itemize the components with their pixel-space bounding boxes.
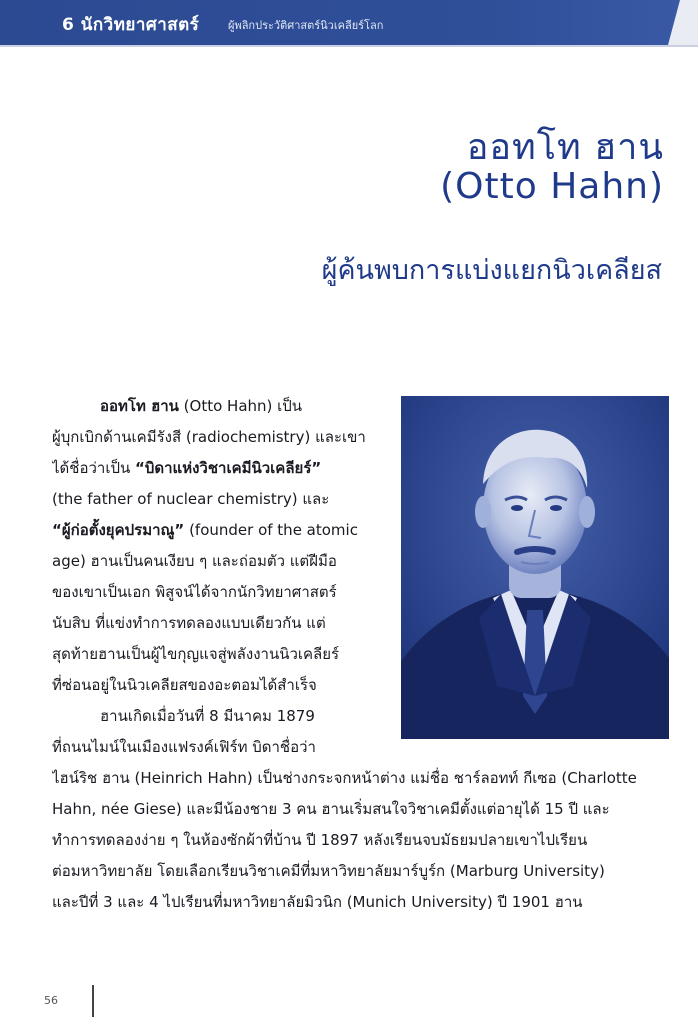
page-number: 56 <box>44 994 58 1007</box>
text-line: ที่ถนนไมน์ในเมืองแฟรงค์เฟิร์ท บิดาชื่อว่า <box>52 738 316 756</box>
book-subtitle: ผู้พลิกประวัติศาสตร์นิวเคลียร์โลก <box>228 19 384 32</box>
text-line: (the father of nuclear chemistry) และ <box>52 490 330 508</box>
name-highlight: ออทโท ฮาน <box>100 397 179 415</box>
text-line: Hahn, née Giese) และมีน้องชาย 3 คน ฮานเริ่มสนใจวิชาเคมีตั้งแต่อายุได้ 15 ปี และ <box>52 800 610 818</box>
footer-divider <box>92 985 94 1017</box>
text-line: ฮานเกิดเมื่อวันที่ 8 มีนาคม 1879 <box>100 707 315 725</box>
chapter-title-thai: ออทโท ฮาน <box>466 127 664 168</box>
biography-paragraph-2 <box>52 763 658 918</box>
text-line <box>52 391 382 422</box>
biography-paragraph-2-start <box>52 701 382 763</box>
text-fragment: (founder of the atomic <box>184 521 358 539</box>
portrait-photo <box>401 396 669 739</box>
header-corner <box>668 0 698 45</box>
portrait-illustration <box>401 396 669 739</box>
series-title: 6 นักวิทยาศาสตร์ <box>62 15 200 35</box>
text-line: ผู้บุกเบิกด้านเคมีรังสี (radiochemistry) และเขา <box>52 428 366 446</box>
text-line: สุดท้ายฮานเป็นผู้ไขกุญแจสู่พลังงานนิวเคลียร์ <box>52 645 340 663</box>
text-line: และปีที่ 3 และ 4 ไปเรียนที่มหาวิทยาลัยมิวนิก (Munich University) ปี 1901 ฮาน <box>52 893 583 911</box>
text-line: ไฮน์ริช ฮาน (Heinrich Hahn) เป็นช่างกระจกหน้าต่าง แม่ชื่อ ชาร์ลอทท์ กีเซอ (Charlotte <box>52 769 637 787</box>
text-line <box>52 453 382 484</box>
text-line: ของเขาเป็นเอก พิสูจน์ได้จากนักวิทยาศาสตร์ <box>52 583 337 601</box>
text-line: ต่อมหาวิทยาลัย โดยเลือกเรียนวิชาเคมีที่มหาวิทยาลัยมาร์บูร์ก (Marburg University) <box>52 862 605 880</box>
title-highlight: “ผู้ก่อตั้งยุคปรมาณู” <box>52 521 185 539</box>
chapter-title-english: (Otto Hahn) <box>440 166 664 207</box>
chapter-tagline: ผู้ค้นพบการแบ่งแยกนิวเคลียส <box>321 255 662 286</box>
biography-paragraph-1 <box>52 391 382 701</box>
text-fragment: ได้ชื่อว่าเป็น <box>52 459 135 477</box>
text-line: นับสิบ ที่แข่งทำการทดลองแบบเดียวกัน แต่ <box>52 614 326 632</box>
text-fragment: (Otto Hahn) เป็น <box>178 397 303 415</box>
page-header <box>0 0 698 45</box>
header-divider <box>0 45 698 47</box>
text-line <box>52 515 382 546</box>
text-line: ที่ซ่อนอยู่ในนิวเคลียสของอะตอมได้สำเร็จ <box>52 676 317 694</box>
title-highlight: “บิดาแห่งวิชาเคมีนิวเคลียร์” <box>135 459 322 477</box>
text-line: ทำการทดลองง่าย ๆ ในห้องซักผ้าที่บ้าน ปี 1897 หลังเรียนจบมัธยมปลายเขาไปเรียน <box>52 831 588 849</box>
text-line: age) ฮานเป็นคนเงียบ ๆ และถ่อมตัว แต่ฝีมือ <box>52 552 337 570</box>
